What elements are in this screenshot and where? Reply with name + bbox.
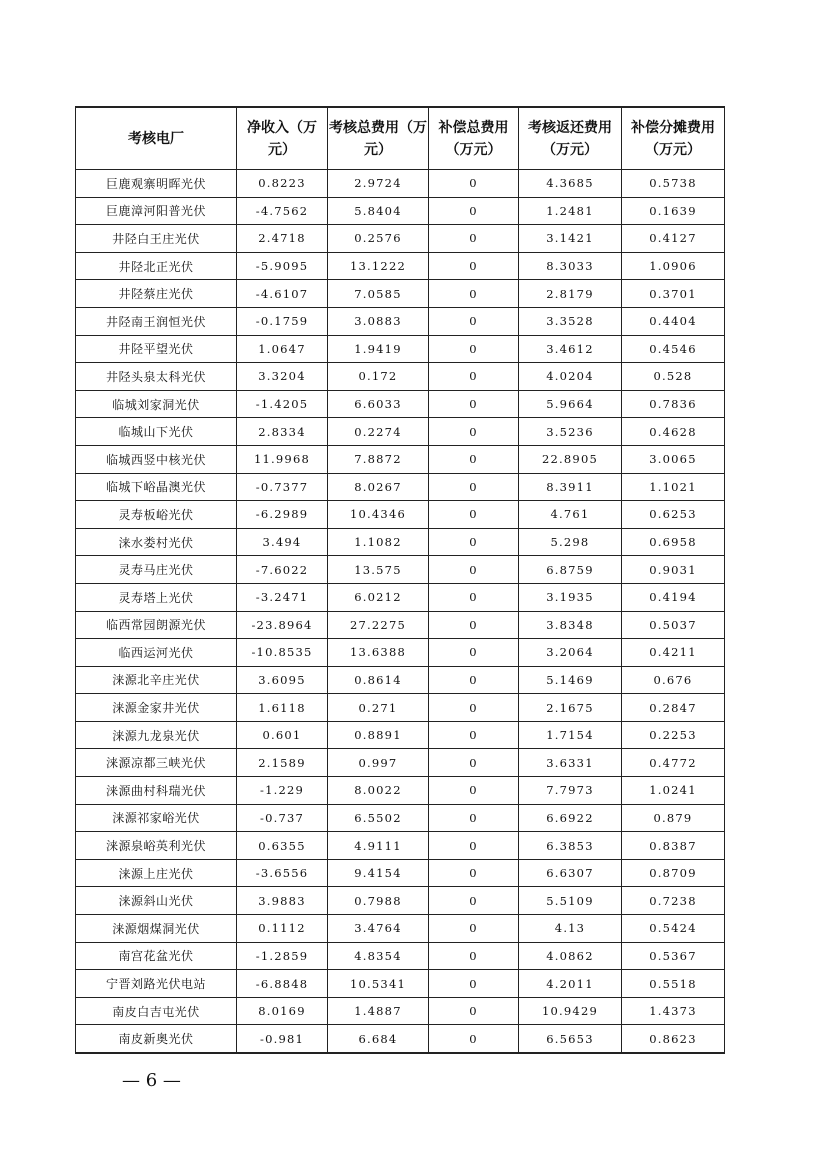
assess-total-cell: 0.2274 (328, 418, 429, 446)
plant-name-cell: 临城西竖中核光伏 (76, 445, 237, 473)
comp-total-cell: 0 (429, 556, 519, 584)
header-comp-total: 补偿总费用（万元） (429, 107, 519, 170)
comp-share-cell: 0.6253 (622, 501, 725, 529)
assess-return-cell: 4.0862 (519, 942, 622, 970)
assess-total-cell: 13.6388 (328, 639, 429, 667)
assess-return-cell: 3.4612 (519, 335, 622, 363)
net-income-cell: -0.7377 (237, 473, 328, 501)
net-income-cell: 2.4718 (237, 225, 328, 253)
table-row (76, 418, 725, 446)
assess-return-cell: 8.3033 (519, 252, 622, 280)
comp-share-cell: 0.4404 (622, 307, 725, 335)
table-row (76, 970, 725, 998)
plant-name-cell: 井陉北正光伏 (76, 252, 237, 280)
table-row (76, 556, 725, 584)
plant-name-cell: 巨鹿观寨明晖光伏 (76, 170, 237, 198)
table-row (76, 473, 725, 501)
comp-share-cell: 0.8623 (622, 1025, 725, 1053)
assess-total-cell: 9.4154 (328, 859, 429, 887)
assess-total-cell: 5.8404 (328, 197, 429, 225)
comp-share-cell: 3.0065 (622, 445, 725, 473)
table-row (76, 942, 725, 970)
plant-name-cell: 涞源九龙泉光伏 (76, 721, 237, 749)
assess-return-cell: 4.2011 (519, 970, 622, 998)
assess-return-cell: 5.5109 (519, 887, 622, 915)
plant-name-cell: 南皮新奥光伏 (76, 1025, 237, 1053)
assess-return-cell: 6.6307 (519, 859, 622, 887)
assess-total-cell: 8.0022 (328, 777, 429, 805)
comp-share-cell: 0.4194 (622, 583, 725, 611)
assess-total-cell: 0.8614 (328, 666, 429, 694)
assess-return-cell: 4.761 (519, 501, 622, 529)
table-row (76, 694, 725, 722)
comp-total-cell: 0 (429, 997, 519, 1025)
plant-name-cell: 巨鹿漳河阳普光伏 (76, 197, 237, 225)
net-income-cell: 0.601 (237, 721, 328, 749)
plant-name-cell: 灵寿板峪光伏 (76, 501, 237, 529)
table-row (76, 390, 725, 418)
comp-share-cell: 0.2253 (622, 721, 725, 749)
assess-total-cell: 8.0267 (328, 473, 429, 501)
comp-share-cell: 0.4127 (622, 225, 725, 253)
assess-total-cell: 4.9111 (328, 832, 429, 860)
plant-name-cell: 涞源凉都三峡光伏 (76, 749, 237, 777)
comp-total-cell: 0 (429, 832, 519, 860)
assess-total-cell: 0.8891 (328, 721, 429, 749)
table-row (76, 335, 725, 363)
table-row (76, 363, 725, 391)
table-row (76, 804, 725, 832)
comp-share-cell: 0.4772 (622, 749, 725, 777)
plant-name-cell: 井陉平望光伏 (76, 335, 237, 363)
assess-total-cell: 0.7988 (328, 887, 429, 915)
comp-total-cell: 0 (429, 942, 519, 970)
plant-name-cell: 南皮白吉屯光伏 (76, 997, 237, 1025)
comp-total-cell: 0 (429, 170, 519, 198)
comp-total-cell: 0 (429, 307, 519, 335)
comp-total-cell: 0 (429, 390, 519, 418)
comp-share-cell: 0.8387 (622, 832, 725, 860)
plant-name-cell: 涞源斜山光伏 (76, 887, 237, 915)
table-row (76, 666, 725, 694)
comp-share-cell: 0.5738 (622, 170, 725, 198)
comp-share-cell: 0.7836 (622, 390, 725, 418)
comp-share-cell: 0.2847 (622, 694, 725, 722)
table-row (76, 197, 725, 225)
comp-total-cell: 0 (429, 666, 519, 694)
plant-name-cell: 灵寿马庄光伏 (76, 556, 237, 584)
net-income-cell: -3.2471 (237, 583, 328, 611)
assess-total-cell: 0.2576 (328, 225, 429, 253)
comp-share-cell: 0.7238 (622, 887, 725, 915)
plant-name-cell: 涞源烟煤洞光伏 (76, 915, 237, 943)
comp-total-cell: 0 (429, 252, 519, 280)
plant-name-cell: 涞源金家井光伏 (76, 694, 237, 722)
table-row (76, 501, 725, 529)
plant-name-cell: 涞水娄村光伏 (76, 528, 237, 556)
comp-share-cell: 0.528 (622, 363, 725, 391)
comp-share-cell: 0.1639 (622, 197, 725, 225)
comp-total-cell: 0 (429, 611, 519, 639)
assess-return-cell: 2.1675 (519, 694, 622, 722)
assess-return-cell: 3.8348 (519, 611, 622, 639)
plant-name-cell: 井陉白王庄光伏 (76, 225, 237, 253)
assess-total-cell: 6.0212 (328, 583, 429, 611)
comp-share-cell: 0.4546 (622, 335, 725, 363)
assess-total-cell: 7.0585 (328, 280, 429, 308)
comp-total-cell: 0 (429, 1025, 519, 1053)
comp-total-cell: 0 (429, 473, 519, 501)
table-row (76, 859, 725, 887)
plant-name-cell: 井陉蔡庄光伏 (76, 280, 237, 308)
net-income-cell: -10.8535 (237, 639, 328, 667)
assess-return-cell: 5.9664 (519, 390, 622, 418)
net-income-cell: 0.1112 (237, 915, 328, 943)
comp-share-cell: 1.0241 (622, 777, 725, 805)
assess-total-cell: 13.575 (328, 556, 429, 584)
comp-share-cell: 0.5367 (622, 942, 725, 970)
comp-share-cell: 1.1021 (622, 473, 725, 501)
comp-total-cell: 0 (429, 225, 519, 253)
comp-share-cell: 0.5424 (622, 915, 725, 943)
comp-total-cell: 0 (429, 777, 519, 805)
assess-return-cell: 5.1469 (519, 666, 622, 694)
header-net-income: 净收入（万元） (237, 107, 328, 170)
comp-total-cell: 0 (429, 804, 519, 832)
net-income-cell: 8.0169 (237, 997, 328, 1025)
assess-total-cell: 0.271 (328, 694, 429, 722)
assess-total-cell: 0.172 (328, 363, 429, 391)
assess-return-cell: 10.9429 (519, 997, 622, 1025)
assess-return-cell: 6.5653 (519, 1025, 622, 1053)
table-row (76, 915, 725, 943)
plant-name-cell: 涞源曲村科瑞光伏 (76, 777, 237, 805)
plant-name-cell: 井陉头泉太科光伏 (76, 363, 237, 391)
assess-return-cell: 4.0204 (519, 363, 622, 391)
assess-total-cell: 6.684 (328, 1025, 429, 1053)
net-income-cell: -0.737 (237, 804, 328, 832)
assess-total-cell: 27.2275 (328, 611, 429, 639)
table-row (76, 639, 725, 667)
table-row (76, 777, 725, 805)
net-income-cell: -4.6107 (237, 280, 328, 308)
table-row (76, 170, 725, 198)
table-row (76, 280, 725, 308)
comp-total-cell: 0 (429, 418, 519, 446)
table-row (76, 528, 725, 556)
table-row (76, 749, 725, 777)
net-income-cell: -3.6556 (237, 859, 328, 887)
plant-name-cell: 宁晋刘路光伏电站 (76, 970, 237, 998)
comp-total-cell: 0 (429, 583, 519, 611)
comp-share-cell: 0.9031 (622, 556, 725, 584)
plant-name-cell: 涞源祁家峪光伏 (76, 804, 237, 832)
comp-share-cell: 0.6958 (622, 528, 725, 556)
assess-total-cell: 10.5341 (328, 970, 429, 998)
comp-share-cell: 0.4211 (622, 639, 725, 667)
net-income-cell: -4.7562 (237, 197, 328, 225)
net-income-cell: 1.0647 (237, 335, 328, 363)
assess-total-cell: 1.1082 (328, 528, 429, 556)
assess-return-cell: 1.7154 (519, 721, 622, 749)
page-number: — 6 — (122, 1070, 181, 1091)
table-row (76, 252, 725, 280)
comp-share-cell: 1.0906 (622, 252, 725, 280)
assess-return-cell: 4.3685 (519, 170, 622, 198)
comp-total-cell: 0 (429, 915, 519, 943)
net-income-cell: -6.2989 (237, 501, 328, 529)
comp-share-cell: 0.8709 (622, 859, 725, 887)
assess-total-cell: 4.8354 (328, 942, 429, 970)
net-income-cell: 2.1589 (237, 749, 328, 777)
table-row (76, 832, 725, 860)
comp-share-cell: 0.879 (622, 804, 725, 832)
table-row (76, 997, 725, 1025)
header-assess-return: 考核返还费用（万元） (519, 107, 622, 170)
assess-return-cell: 1.2481 (519, 197, 622, 225)
net-income-cell: 11.9968 (237, 445, 328, 473)
net-income-cell: 1.6118 (237, 694, 328, 722)
assess-return-cell: 7.7973 (519, 777, 622, 805)
assess-return-cell: 5.298 (519, 528, 622, 556)
comp-total-cell: 0 (429, 445, 519, 473)
plant-name-cell: 涞源上庄光伏 (76, 859, 237, 887)
comp-share-cell: 0.676 (622, 666, 725, 694)
comp-total-cell: 0 (429, 639, 519, 667)
table-row (76, 307, 725, 335)
table-body (76, 170, 725, 1054)
plant-name-cell: 临西运河光伏 (76, 639, 237, 667)
table-row (76, 887, 725, 915)
assess-total-cell: 13.1222 (328, 252, 429, 280)
plant-name-cell: 临城下峪晶澳光伏 (76, 473, 237, 501)
header-assess-total: 考核总费用（万元） (328, 107, 429, 170)
comp-total-cell: 0 (429, 859, 519, 887)
comp-total-cell: 0 (429, 363, 519, 391)
plant-name-cell: 井陉南王润恒光伏 (76, 307, 237, 335)
settlement-table-container (75, 106, 724, 1054)
assess-total-cell: 7.8872 (328, 445, 429, 473)
net-income-cell: 3.9883 (237, 887, 328, 915)
net-income-cell: 2.8334 (237, 418, 328, 446)
table-row (76, 225, 725, 253)
assess-return-cell: 6.6922 (519, 804, 622, 832)
plant-name-cell: 临城山下光伏 (76, 418, 237, 446)
table-row (76, 611, 725, 639)
header-row (76, 107, 725, 170)
assess-total-cell: 6.5502 (328, 804, 429, 832)
net-income-cell: -5.9095 (237, 252, 328, 280)
assess-return-cell: 3.1935 (519, 583, 622, 611)
table-row (76, 1025, 725, 1053)
assess-return-cell: 3.3528 (519, 307, 622, 335)
net-income-cell: 3.6095 (237, 666, 328, 694)
net-income-cell: -7.6022 (237, 556, 328, 584)
table-row (76, 583, 725, 611)
comp-total-cell: 0 (429, 501, 519, 529)
header-plant: 考核电厂 (76, 107, 237, 170)
settlement-table (75, 106, 725, 1054)
assess-total-cell: 6.6033 (328, 390, 429, 418)
comp-share-cell: 0.3701 (622, 280, 725, 308)
table-row (76, 445, 725, 473)
plant-name-cell: 临城刘家洞光伏 (76, 390, 237, 418)
assess-return-cell: 2.8179 (519, 280, 622, 308)
net-income-cell: -0.1759 (237, 307, 328, 335)
assess-total-cell: 10.4346 (328, 501, 429, 529)
net-income-cell: -0.981 (237, 1025, 328, 1053)
net-income-cell: -1.4205 (237, 390, 328, 418)
plant-name-cell: 涞源北辛庄光伏 (76, 666, 237, 694)
assess-return-cell: 3.5236 (519, 418, 622, 446)
net-income-cell: 3.3204 (237, 363, 328, 391)
net-income-cell: -1.229 (237, 777, 328, 805)
assess-total-cell: 1.9419 (328, 335, 429, 363)
assess-return-cell: 8.3911 (519, 473, 622, 501)
comp-total-cell: 0 (429, 721, 519, 749)
comp-share-cell: 0.4628 (622, 418, 725, 446)
plant-name-cell: 涞源泉峪英利光伏 (76, 832, 237, 860)
comp-total-cell: 0 (429, 197, 519, 225)
comp-total-cell: 0 (429, 749, 519, 777)
assess-return-cell: 6.3853 (519, 832, 622, 860)
net-income-cell: -23.8964 (237, 611, 328, 639)
assess-return-cell: 6.8759 (519, 556, 622, 584)
assess-return-cell: 4.13 (519, 915, 622, 943)
comp-total-cell: 0 (429, 335, 519, 363)
net-income-cell: -6.8848 (237, 970, 328, 998)
table-row (76, 721, 725, 749)
plant-name-cell: 临西常园朗源光伏 (76, 611, 237, 639)
table-header (76, 107, 725, 170)
comp-share-cell: 0.5037 (622, 611, 725, 639)
assess-total-cell: 2.9724 (328, 170, 429, 198)
net-income-cell: -1.2859 (237, 942, 328, 970)
net-income-cell: 0.8223 (237, 170, 328, 198)
comp-share-cell: 0.5518 (622, 970, 725, 998)
assess-return-cell: 3.2064 (519, 639, 622, 667)
comp-total-cell: 0 (429, 528, 519, 556)
comp-total-cell: 0 (429, 970, 519, 998)
net-income-cell: 0.6355 (237, 832, 328, 860)
comp-total-cell: 0 (429, 694, 519, 722)
assess-total-cell: 0.997 (328, 749, 429, 777)
assess-return-cell: 22.8905 (519, 445, 622, 473)
comp-share-cell: 1.4373 (622, 997, 725, 1025)
header-comp-share: 补偿分摊费用（万元） (622, 107, 725, 170)
assess-total-cell: 3.0883 (328, 307, 429, 335)
assess-return-cell: 3.1421 (519, 225, 622, 253)
plant-name-cell: 南宫花盆光伏 (76, 942, 237, 970)
assess-total-cell: 1.4887 (328, 997, 429, 1025)
comp-total-cell: 0 (429, 887, 519, 915)
comp-total-cell: 0 (429, 280, 519, 308)
net-income-cell: 3.494 (237, 528, 328, 556)
assess-total-cell: 3.4764 (328, 915, 429, 943)
assess-return-cell: 3.6331 (519, 749, 622, 777)
plant-name-cell: 灵寿塔上光伏 (76, 583, 237, 611)
